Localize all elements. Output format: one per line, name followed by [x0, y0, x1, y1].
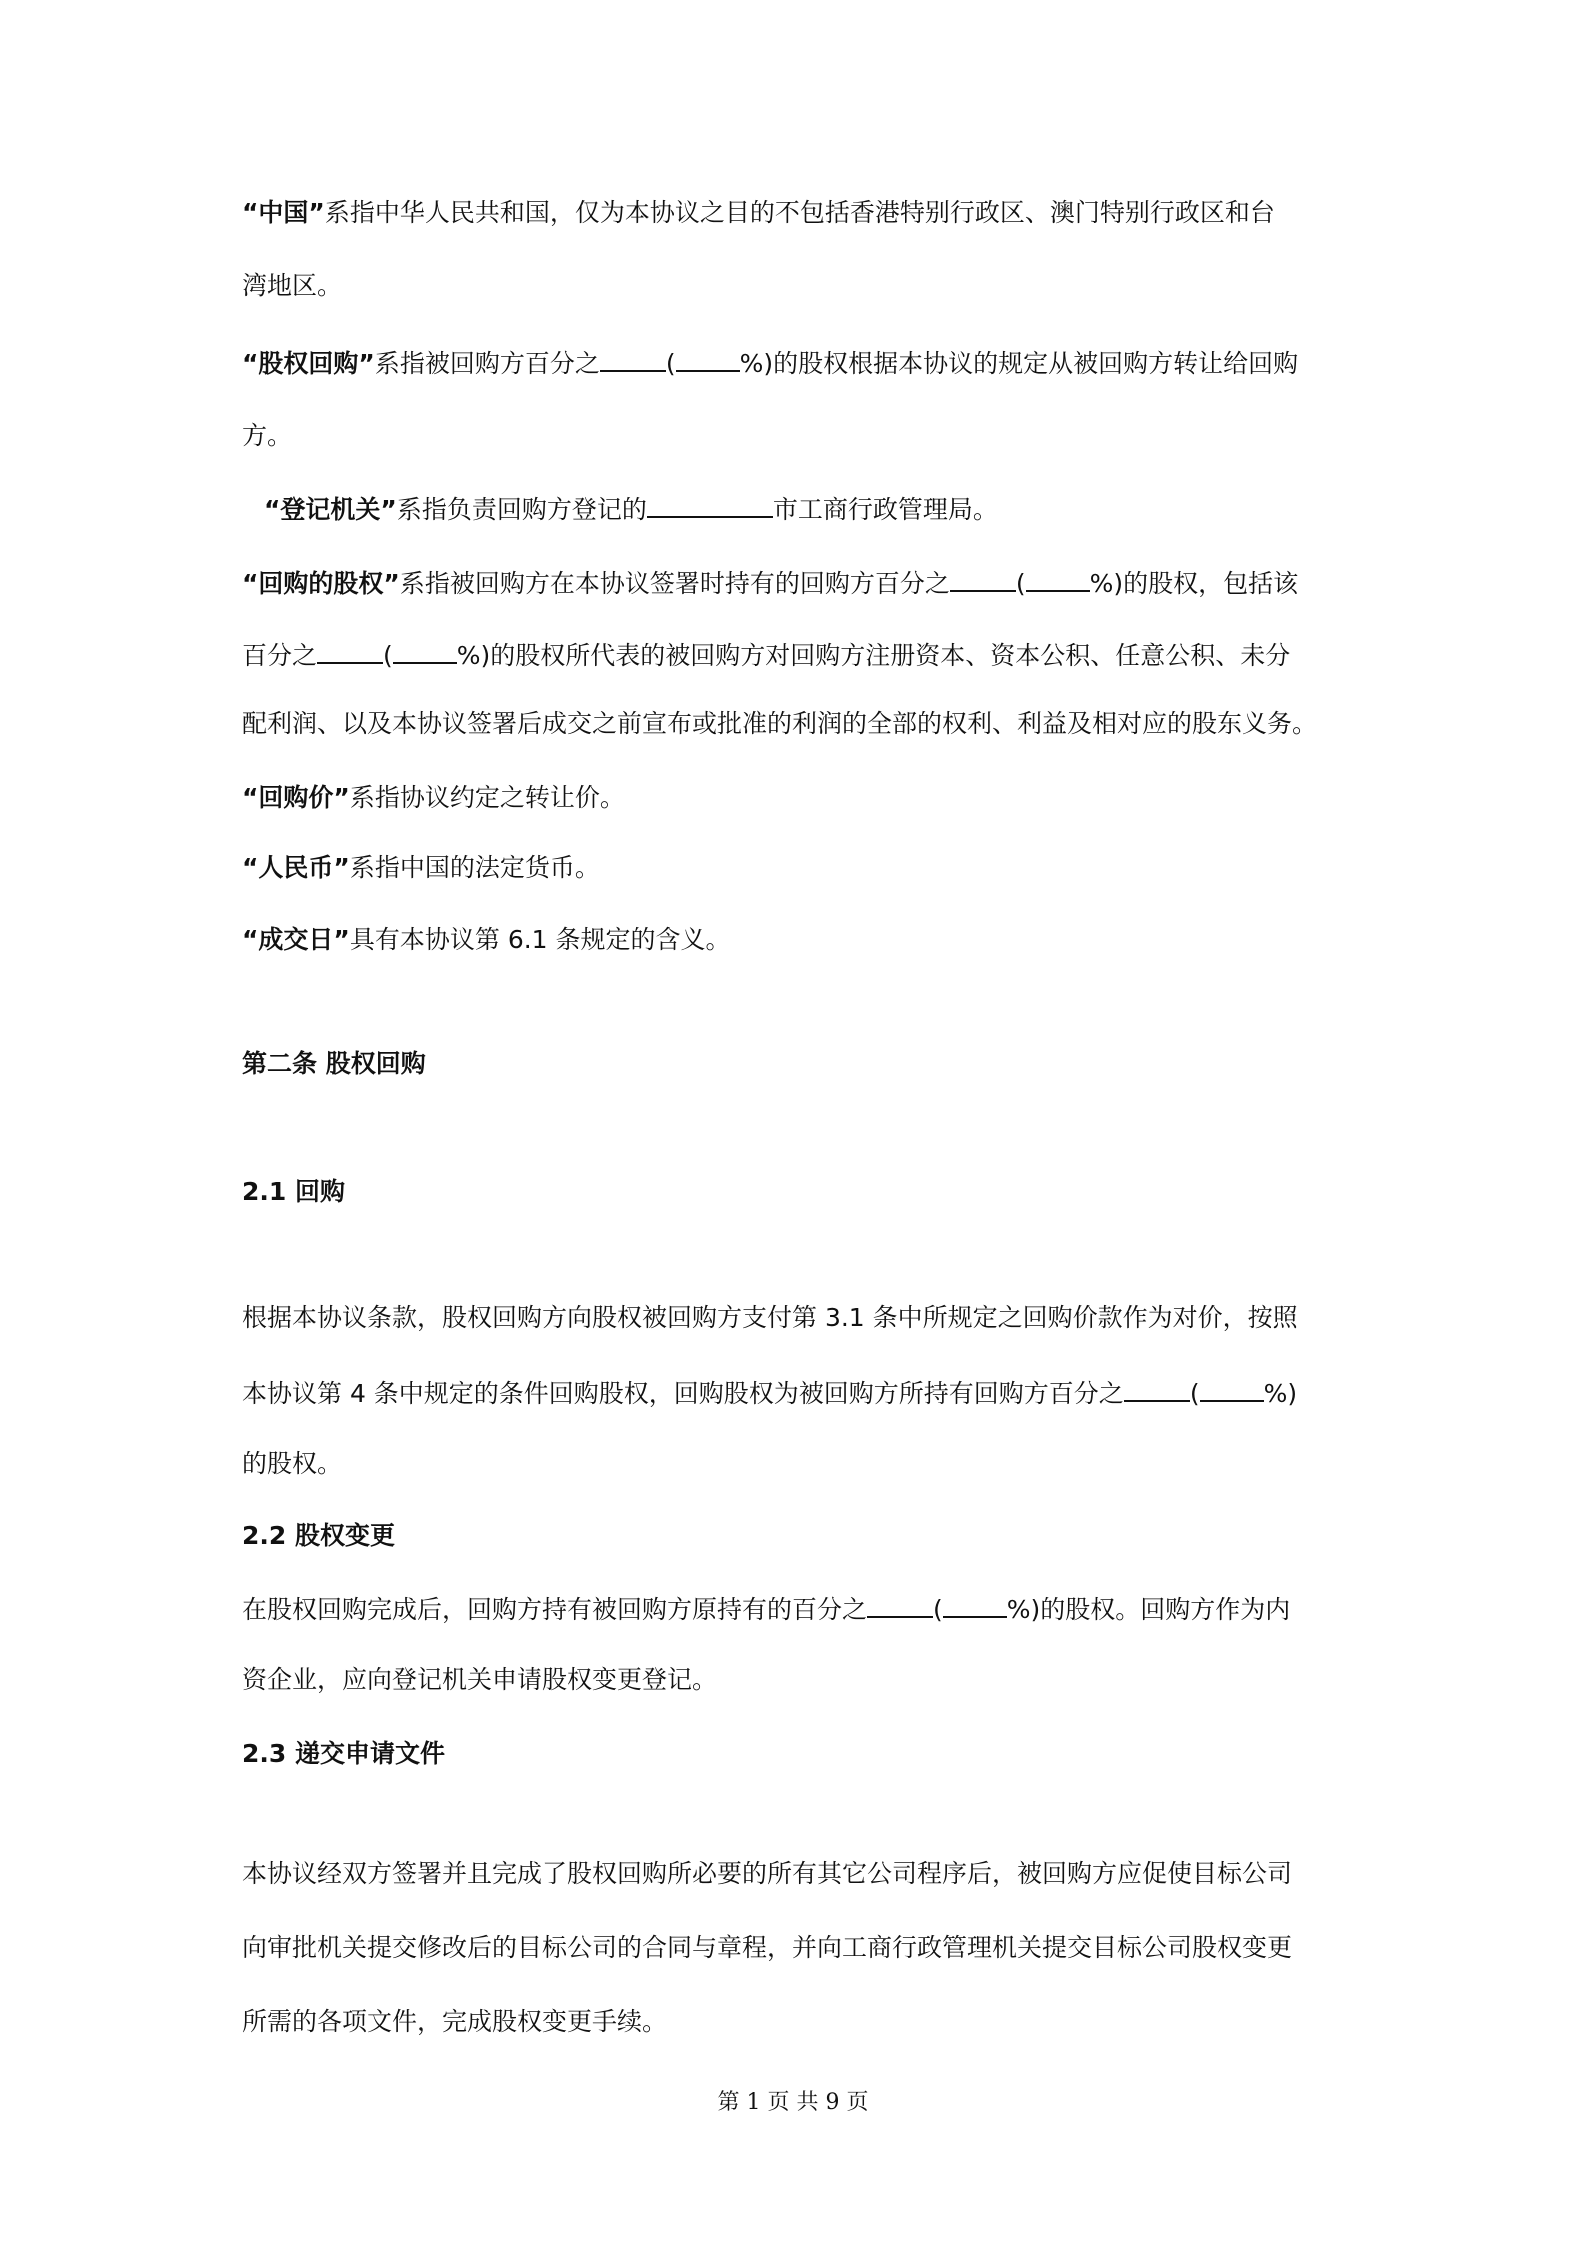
definition-shares-cont2 [242, 706, 1317, 742]
paren: ( [383, 641, 393, 670]
term-shares: “回购的股权” [242, 569, 400, 598]
blank-field[interactable] [1200, 1374, 1264, 1402]
definition-text: 具有本协议第 6.1 条规定的含义。 [349, 925, 731, 954]
paragraph-text: 所需的各项文件，完成股权变更手续。 [242, 2007, 668, 2036]
term-buyback: “股权回购” [242, 349, 375, 378]
definition-text: 系指中国的法定货币。 [349, 853, 600, 882]
definition-shares [242, 564, 1298, 602]
definition-text: %)的股权，包括该 [1089, 569, 1299, 598]
definition-text: 系指中华人民共和国，仅为本协议之目的不包括香港特别行政区、澳门特别行政区和台 [324, 198, 1275, 227]
term-rmb: “人民币” [242, 853, 350, 882]
paren: ( [1189, 1379, 1200, 1408]
blank-field[interactable] [950, 564, 1016, 592]
section-2-3-title: 2.3 递交申请文件 [242, 1739, 445, 1768]
definition-text: 方。 [242, 421, 293, 450]
definition-china [242, 195, 1275, 231]
section-2-1-line1 [242, 1300, 1298, 1336]
blank-field[interactable] [647, 490, 773, 518]
paragraph-text: %) [1263, 1379, 1298, 1408]
blank-field[interactable] [676, 344, 740, 372]
paragraph-text: 的股权。 [242, 1449, 343, 1478]
definition-china-cont [242, 268, 342, 304]
section-2-2-line2 [242, 1662, 717, 1698]
blank-field[interactable] [393, 636, 457, 664]
definition-text: 百分之 [242, 641, 318, 670]
paragraph-text: 根据本协议条款，股权回购方向股权被回购方支付第 3.1 条中所规定之回购价款作为对价，按照 [242, 1303, 1298, 1332]
definition-text: %)的股权根据本协议的规定从被回购方转让给回购 [739, 349, 1299, 378]
paren: ( [665, 349, 676, 378]
definition-text: 系指协议约定之转让价。 [349, 783, 625, 812]
term-registry: “登记机关” [264, 495, 397, 524]
article-title: 第二条 股权回购 [242, 1049, 426, 1078]
definition-text: 市工商行政管理局。 [772, 495, 998, 524]
paragraph-text: 本协议第 4 条中规定的条件回购股权，回购股权为被回购方所持有回购方百分之 [242, 1379, 1124, 1408]
section-2-2-title: 2.2 股权变更 [242, 1521, 395, 1550]
paragraph-text: 向审批机关提交修改后的目标公司的合同与章程，并向工商行政管理机关提交目标公司股权变更 [242, 1933, 1293, 1962]
definition-shares-cont [242, 636, 1290, 674]
term-price: “回购价” [242, 783, 350, 812]
paren: ( [933, 1595, 943, 1624]
definition-text: 湾地区。 [242, 271, 343, 300]
definition-text: 配利润、以及本协议签署后成交之前宣布或批准的利润的全部的权利、利益及相对应的股东义务。 [242, 709, 1318, 738]
paragraph-text: 资企业，应向登记机关申请股权变更登记。 [242, 1665, 718, 1694]
definition-text: 系指被回购方在本协议签署时持有的回购方百分之 [399, 569, 950, 598]
definition-text: %)的股权所代表的被回购方对回购方注册资本、资本公积、任意公积、未分 [456, 641, 1291, 670]
section-2-3-line1 [242, 1856, 1292, 1892]
paragraph-text: 在股权回购完成后，回购方持有被回购方原持有的百分之 [242, 1595, 868, 1624]
definition-price [242, 780, 625, 816]
definition-text: 系指被回购方百分之 [374, 349, 600, 378]
blank-field[interactable] [317, 636, 383, 664]
blank-field[interactable] [1026, 564, 1090, 592]
definition-closing [242, 922, 731, 958]
section-2-3-line2 [242, 1930, 1292, 1966]
section-2-2-line1 [242, 1590, 1290, 1628]
term-china: “中国” [242, 198, 325, 227]
definition-text: 系指负责回购方登记的 [396, 495, 647, 524]
definition-buyback-cont [242, 418, 292, 454]
paragraph-text: 本协议经双方签署并且完成了股权回购所必要的所有其它公司程序后，被回购方应促使目标公司 [242, 1859, 1293, 1888]
term-closing: “成交日” [242, 925, 350, 954]
blank-field[interactable] [1124, 1374, 1190, 1402]
page-footer: 第 1 页 共 9 页 [717, 2090, 869, 2115]
section-2-1-line2 [242, 1374, 1297, 1412]
blank-field[interactable] [943, 1590, 1007, 1618]
paren: ( [1015, 569, 1026, 598]
blank-field[interactable] [867, 1590, 933, 1618]
paragraph-text: %)的股权。回购方作为内 [1006, 1595, 1291, 1624]
section-2-1-title: 2.1 回购 [242, 1177, 345, 1206]
section-2-3-line3 [242, 2004, 667, 2040]
definition-registry [264, 490, 998, 528]
blank-field[interactable] [600, 344, 666, 372]
definition-rmb [242, 850, 600, 886]
definition-buyback [242, 344, 1298, 382]
section-2-1-line3 [242, 1446, 342, 1482]
